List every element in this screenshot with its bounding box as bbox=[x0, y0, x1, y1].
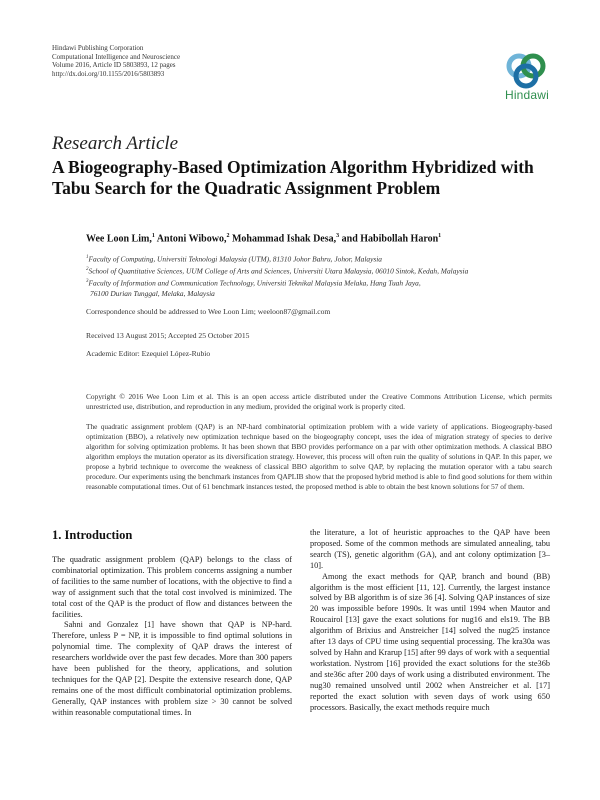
paper-title: A Biogeography-Based Optimization Algorithm Hybridized with Tabu Search for the Quadratic Assignment Problem bbox=[52, 157, 534, 198]
affiliation-line bbox=[86, 277, 468, 289]
author-affil-mark: 3 bbox=[336, 233, 340, 239]
doi-link[interactable]: http://dx.doi.org/10.1155/2016/5803893 bbox=[52, 69, 165, 78]
author-affil-mark: 1 bbox=[438, 233, 442, 239]
paragraph: the literature, a lot of heuristic approaches to the QAP have been proposed. Some of the common methods are simulated annealing, tabu search (TS), genetic algorithm (GA), and ant colony optimization [3–10]. bbox=[310, 528, 550, 570]
journal-name: Computational Intelligence and Neuroscience bbox=[52, 52, 181, 61]
affil-mark: 3 bbox=[86, 278, 89, 284]
paragraph: Sahni and Gonzalez [1] have shown that QAP is NP-hard. Therefore, unless P = NP, it is impossible to find optimal solutions in polynomial time. The complexity of QAP draws the interest of researchers worldwide over the past few decades. More than 300 papers have been published for the theory, applications, and solution techniques for the QAP [2]. Despite the extensive research done, QAP remains one of the most difficult combinatorial optimization problems. Generally, QAP instances with problem size > 30 cannot be solved within reasonable computational times. In bbox=[52, 620, 292, 717]
received-dates: Received 13 August 2015; Accepted 25 October 2015 bbox=[86, 331, 250, 340]
paragraph: The quadratic assignment problem (QAP) belongs to the class of combinatorial optimization. This problem concerns assigning a number of facilities to the same number of locations, with the objective to find a way of assignment such that the total cost involved is minimized. The total cost of the QAP is the product of flow and distances between the facilities. bbox=[52, 555, 292, 619]
affiliations bbox=[86, 253, 468, 299]
affil-mark: 1 bbox=[86, 255, 89, 260]
affiliation-line bbox=[86, 265, 468, 277]
right-column bbox=[310, 528, 550, 713]
correspondence-text: Correspondence should be addressed to Wee Loon Lim; weeloon87@gmail.com bbox=[86, 307, 331, 316]
author-affil-mark: 1 bbox=[151, 233, 155, 239]
author-name: Antoni Wibowo, bbox=[156, 233, 227, 245]
author-name: Wee Loon Lim, bbox=[86, 233, 152, 245]
author-name: Mohammad Ishak Desa, bbox=[231, 233, 337, 245]
author-affil-mark: 2 bbox=[226, 233, 230, 239]
affil-mark: 2 bbox=[86, 266, 89, 272]
left-column bbox=[52, 528, 292, 719]
hindawi-logo-text: Hindawi bbox=[504, 88, 550, 102]
article-type: Research Article bbox=[52, 133, 179, 154]
affil-text: 76100 Durian Tunggal, Melaka, Malaysia bbox=[90, 288, 215, 298]
volume-info: Volume 2016, Article ID 5803893, 12 pages bbox=[52, 61, 176, 70]
affiliation-line bbox=[86, 289, 468, 299]
author-list bbox=[86, 233, 441, 244]
affil-text: School of Quantitative Sciences, UUM College of Arts and Sciences, Universiti Utara Malaysia, 06010 Sintok, Kedah, Malaysia bbox=[88, 266, 469, 276]
paragraph: Among the exact methods for QAP, branch and bound (BB) algorithm is the most efficient [11, 12]. Currently, the largest instance solved by BB algorithm is of size 36 [4]. Solving QAP instances of size 20 was impossible before 1990s. It was until 1994 when Mautor and Roucairol [13] gave the exact solutions for nug16 and els19. The BB algorithm of Brixius and Anstreicher [14] solved the nug25 instance after 13 days of CPU time using sequential processing. The kra30a was solved by Hahn and Krarup [15] after 99 days of work with a sequential workstation. Nystrom [16] provided the exact solutions for the ste36b and ste36c after 200 days of work using a distributed environment. The nug30 remained unsolved until 2002 when Anstreicher et al. [17] reported the exact solution with seven days of work using 650 processors. Basically, the exact methods require much bbox=[310, 571, 550, 712]
copyright-notice: Copyright © 2016 Wee Loon Lim et al. This is an open access article distributed under the Creative Commons Attribution License, which permits unrestricted use, distribution, and reproduction in any medium, provided the original work is properly cited. bbox=[86, 392, 552, 412]
journal-header bbox=[52, 44, 180, 78]
academic-editor: Academic Editor: Ezequiel López-Rubio bbox=[86, 349, 211, 358]
section-heading: 1. Introduction bbox=[52, 528, 133, 542]
affil-text: Faculty of Computing, Universiti Teknologi Malaysia (UTM), 81310 Johor Bahru, Johor, Malaysia bbox=[88, 254, 382, 264]
affiliation-line bbox=[86, 253, 468, 265]
abstract: The quadratic assignment problem (QAP) is an NP-hard combinatorial optimization problem with a wide variety of applications. Biogeography-based optimization (BBO), a relatively new optimization technique based on the biogeography concept, uses the idea of migration strategy of species to derive algorithm for solving optimization problems. It has been shown that BBO provides performance on a par with other optimization methods. A classical BBO algorithm employs the mutation operator as its diversification strategy. However, this process will often ruin the quality of solutions in QAP. In this paper, we propose a hybrid technique to overcome the weakness of classical BBO algorithm to solve QAP, by replacing the mutation operator with a tabu search procedure. Our experiments using the benchmark instances from QAPLIB show that the proposed hybrid method is able to find good solutions for them within reasonable computational times. Out of 61 benchmark instances tested, the proposed method is able to obtain the best known solutions for 57 of them. bbox=[86, 422, 552, 492]
publisher-name: Hindawi Publishing Corporation bbox=[52, 44, 144, 52]
author-name: and Habibollah Haron bbox=[341, 233, 439, 245]
affil-text: Faculty of Information and Communication Technology, Universiti Teknikal Malaysia Melaka, Hang Tuah Jaya, bbox=[88, 278, 421, 288]
correspondence bbox=[86, 307, 330, 316]
